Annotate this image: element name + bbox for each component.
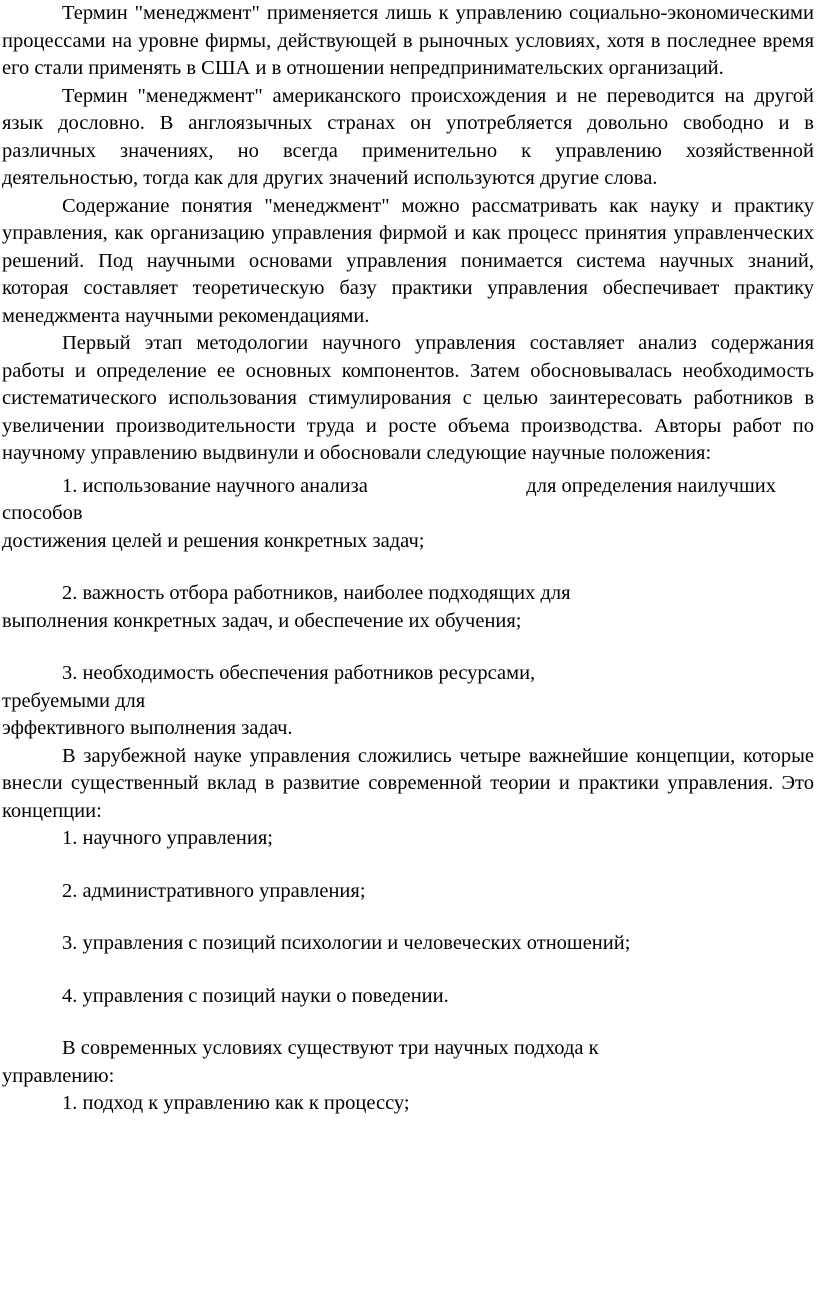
- principle-item-3-left: 3. необходимость обеспечения работников ресурсами,: [62, 662, 536, 684]
- paragraph-scientific-management: Первый этап методологии научного управления составляет анализ содержания работы и определение ее основных компонентов. Затем обосновывалась необходимость систематического использования стимулирования с целью заинтересовать работников в увеличении производительности труда и росте объема производства. Авторы работ по научному управлению выдвинули и обосновали следующие научные положения:: [2, 332, 814, 464]
- approaches-intro-line-1: В современных условиях существуют три научных подхода к: [62, 1037, 599, 1059]
- concept-item-1: 1. научного управления;: [62, 827, 273, 849]
- paragraph-management-content: Содержание понятия "менеджмент" можно рассматривать как науку и практику управления, как организацию управления фирмой и как процесс принятия управленческих решений. Под научными основами управления понимается система научных знаний, которая составляет теоретическую базу практики управления обеспечивает практику менеджмента научными рекомендациями.: [2, 194, 814, 327]
- principle-item-1-line-1: [2, 473, 814, 501]
- paragraph-management-term: Термин "менеджмент" применяется лишь к управлению социально-экономическими процессами на уровне фирмы, действующей в рыночных условиях, хотя в последнее время его стали применять в США и в отношении непредпринимательских организаций.: [2, 2, 814, 79]
- principle-item-2-line-1: 2. важность отбора работников, наиболее подходящих для: [62, 582, 571, 604]
- spacer: [2, 958, 814, 983]
- concept-item-2: 2. административного управления;: [62, 879, 366, 902]
- concept-item-3: 3. управления с позиций психологии и человеческих отношений;: [62, 932, 631, 954]
- spacer: [2, 555, 814, 580]
- principle-item-1-line-2: способов: [2, 502, 83, 524]
- spacer: [2, 635, 814, 660]
- approach-item-1: 1. подход к управлению как к процессу;: [62, 1092, 410, 1114]
- paragraph-american-origin: Термин "менеджмент" американского происхождения и не переводится на другой язык дословно. В англоязычных странах он употребляется довольно свободно и в различных значениях, но всегда применительно к управлению хозяйственной деятельностью, тогда как для других значений используются другие слова.: [2, 84, 814, 189]
- spacer: [2, 1010, 814, 1035]
- principle-item-3-line-2: требуемыми для: [2, 689, 146, 712]
- principle-item-3-line-3: эффективного выполнения задач.: [2, 717, 293, 739]
- principle-item-1-right: для определения наилучших: [526, 474, 776, 497]
- spacer: [2, 853, 814, 878]
- spacer: [2, 905, 814, 930]
- approaches-intro-line-2: управлению:: [2, 1064, 115, 1087]
- principle-item-2-line-2: выполнения конкретных задач, и обеспечение их обучения;: [2, 609, 522, 632]
- principle-item-1-line-3: достижения целей и решения конкретных задач;: [2, 529, 425, 552]
- concept-item-4: 4. управления с позиций науки о поведении.: [62, 984, 449, 1007]
- paragraph-foreign-concepts: В зарубежной науке управления сложились четыре важнейшие концепции, которые внесли существенный вклад в развитие современной теории и практики управления. Это концепции:: [2, 744, 814, 822]
- principle-item-3-line-1: [2, 660, 814, 688]
- principle-item-1-left: 1. использование научного анализа: [62, 474, 368, 497]
